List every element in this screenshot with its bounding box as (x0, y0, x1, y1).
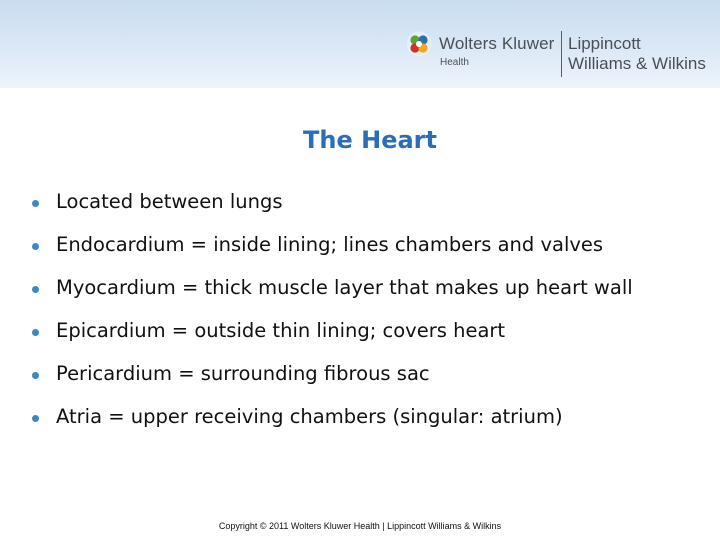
wolters-kluwer-logo-icon (406, 31, 432, 57)
bullet-text: Epicardium = outside thin lining; covers heart (56, 319, 506, 342)
publisher-name: Wolters Kluwer (439, 34, 555, 53)
bullet-dot-icon (32, 329, 39, 336)
publisher-logo (406, 26, 720, 82)
bullet-text: Atria = upper receiving chambers (singular: atrium) (56, 405, 563, 428)
bullet-text: Myocardium = thick muscle layer that makes up heart wall (56, 276, 633, 299)
slide-title: The Heart (303, 126, 437, 154)
imprint-line-1: Lippincott (568, 34, 641, 53)
bullet-text: Endocardium = inside lining; lines chambers and valves (56, 233, 604, 256)
bullet-item (30, 319, 700, 343)
logo-divider (561, 31, 562, 77)
bullet-text: Located between lungs (56, 190, 283, 213)
bullet-item (30, 362, 700, 386)
bullet-list (30, 190, 700, 448)
bullet-item (30, 233, 700, 257)
bullet-item (30, 190, 700, 214)
imprint-line-2: Williams & Wilkins (568, 54, 706, 73)
bullet-dot-icon (32, 286, 39, 293)
bullet-dot-icon (32, 372, 39, 379)
bullet-dot-icon (32, 200, 39, 207)
bullet-dot-icon (32, 415, 39, 422)
publisher-division: Health (440, 57, 469, 68)
bullet-text: Pericardium = surrounding fibrous sac (56, 362, 430, 385)
bullet-item (30, 276, 700, 300)
bullet-dot-icon (32, 243, 39, 250)
bullet-item (30, 405, 700, 429)
copyright-footer: Copyright © 2011 Wolters Kluwer Health | Lippincott Williams & Wilkins (218, 521, 502, 531)
